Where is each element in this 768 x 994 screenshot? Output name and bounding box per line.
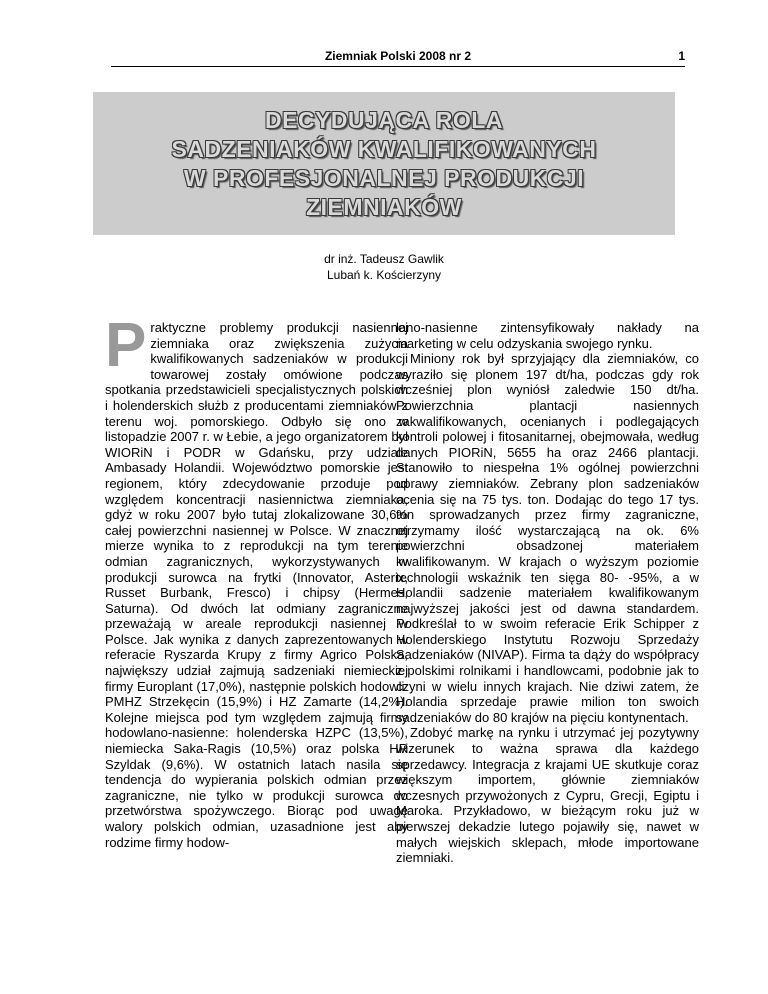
journal-name: Ziemniak Polski 2008 nr 2 — [324, 49, 472, 63]
paragraph-text: raktyczne problemy produkcji nasiennej ziemniaka oraz zwiększenia zużycia kwalifikowanych sadzeniaków w produkcji towarowej zostały omówione podczas spotkania przedstawicieli specjalistycznych polskich i holenderskich służb z producentami ziemniaków z terenu woj. pomorskiego. Odbyło się ono w listopadzie 2007 r. w Łebie, a jego organizatorem był WIORiN i PODR w Gdańsku, przy udziale Ambasady Holandii. Województwo pomorskie jest regionem, który zdecydowanie przoduje pod względem koncentracji nasiennictwa ziemniaka, gdyż w roku 2007 było tutaj zlokalizowane 30,6% całej powierzchni nasiennej w Polsce. W znacznej mierze wynika to z reprodukcji na tym terenie odmian zagranicznych, wykorzystywanych w produkcji surowca na frytki (Innovator, Asterix, Russet Burbank, Fresco) i chipsy (Hermes, Saturna). Od dwóch lat odmiany zagraniczne przeważają w areale reprodukcji nasiennej w Polsce. Jak wynika z danych zaprezentowanych w referacie Ryszarda Krupy z firmy Agrico Polska, największy udział zajmują sadzeniaki niemieckiej firmy Europlant (17,0%), następnie polskich hodowli: PMHZ Strzekęcin (15,9%) i HZ Zamarte (14,2%). Kolejne miejsca pod tym względem zajmują firmy hodowlano-nasienne: holenderska HZPC (13,5%), niemiecka Saka-Ragis (10,5%) oraz polska HR Szyldak (9,6%). W ostatnich latach nasila się tendencja do wypierania polskich odmian przez zagraniczne, nie tylko w produkcji surowca do przetwórstwa spożywczego. Biorąc pod uwagę walory polskich odmian, uzasadnione jest aby rodzime firmy hodow- — [105, 320, 408, 850]
paragraph: Miniony rok był sprzyjający dla ziemniaków, co wyraziło się plonem 197 dt/ha, podczas gdy rok wcześniej plon wyniósł zaledwie 150 dt/ha. Powierzchnia plantacji nasiennych zakwalifikowanych, ocenianych i podlegających kontroli polowej i fitosanitarnej, obejmowała, według danych PIORiN, 5655 ha oraz 2466 plantacji. Stanowiło to niespełna 1% ogólnej powierzchni uprawy ziemniaków. Zebrany plon sadzeniaków ocenia się na 75 tys. ton. Dodając do tego 17 tys. ton sprowadzanych przez firmy zagraniczne, otrzymamy ilość wystarczającą na ok. 6% powierzchni obsadzonej materiałem kwalifikowanym. W krajach o wyższym poziomie technologii wskaźnik ten sięga 80- -95%, a w Holandii sadzenie materiałem kwalifikowanym najwyższej jakości jest od dawna standardem. Podkreślał to w swoim referacie Erik Schipper z Holenderskiego Instytutu Rozwoju Sprzedaży Sadzeniaków (NIVAP). Firma ta dąży do współpracy z polskimi rolnikami i handlowcami, podobnie jak to czyni w wielu innych krajach. Nie dziwi zatem, że Holandia sprzedaje prawie milion ton swoich sadzeniaków do 80 krajów na pięciu kontynentach. — [396, 351, 699, 725]
title-line-4: ZIEMNIAKÓW — [306, 194, 462, 220]
title-line-1: DECYDUJĄCA ROLA — [265, 107, 503, 133]
column-left — [105, 311, 408, 850]
title-line-2: SADZENIAKÓW KWALIFIKOWANYCH — [171, 136, 597, 162]
page-number: 1 — [678, 49, 685, 63]
author-block — [0, 251, 768, 283]
article-title — [93, 106, 675, 222]
paragraph — [105, 311, 408, 850]
title-line-3: W PROFESJONALNEJ PRODUKCJI — [183, 165, 585, 191]
author-name: dr inż. Tadeusz Gawlik — [324, 252, 444, 266]
paragraph: Zdobyć markę na rynku i utrzymać jej pozytywny wizerunek to ważna sprawa dla każdego sprzedawcy. Integracja z krajami UE skutkuje coraz większym importem, głównie ziemniaków wczesnych przywożonych z Cypru, Grecji, Egiptu i Maroka. Przykładowo, w bieżącym roku już w pierwszej dekadzie lutego pojawiły się, nawet w małych wiejskich sklepach, młode importowane ziemniaki. — [396, 725, 699, 866]
author-affiliation: Lubań k. Kościerzyny — [326, 268, 442, 282]
drop-cap: P — [105, 311, 147, 380]
title-box — [93, 92, 675, 235]
paragraph: lano-nasienne zintensyfikowały nakłady na marketing w celu odzyskania swojego rynku. — [396, 320, 699, 351]
column-right — [396, 320, 699, 866]
page-header — [111, 44, 685, 67]
